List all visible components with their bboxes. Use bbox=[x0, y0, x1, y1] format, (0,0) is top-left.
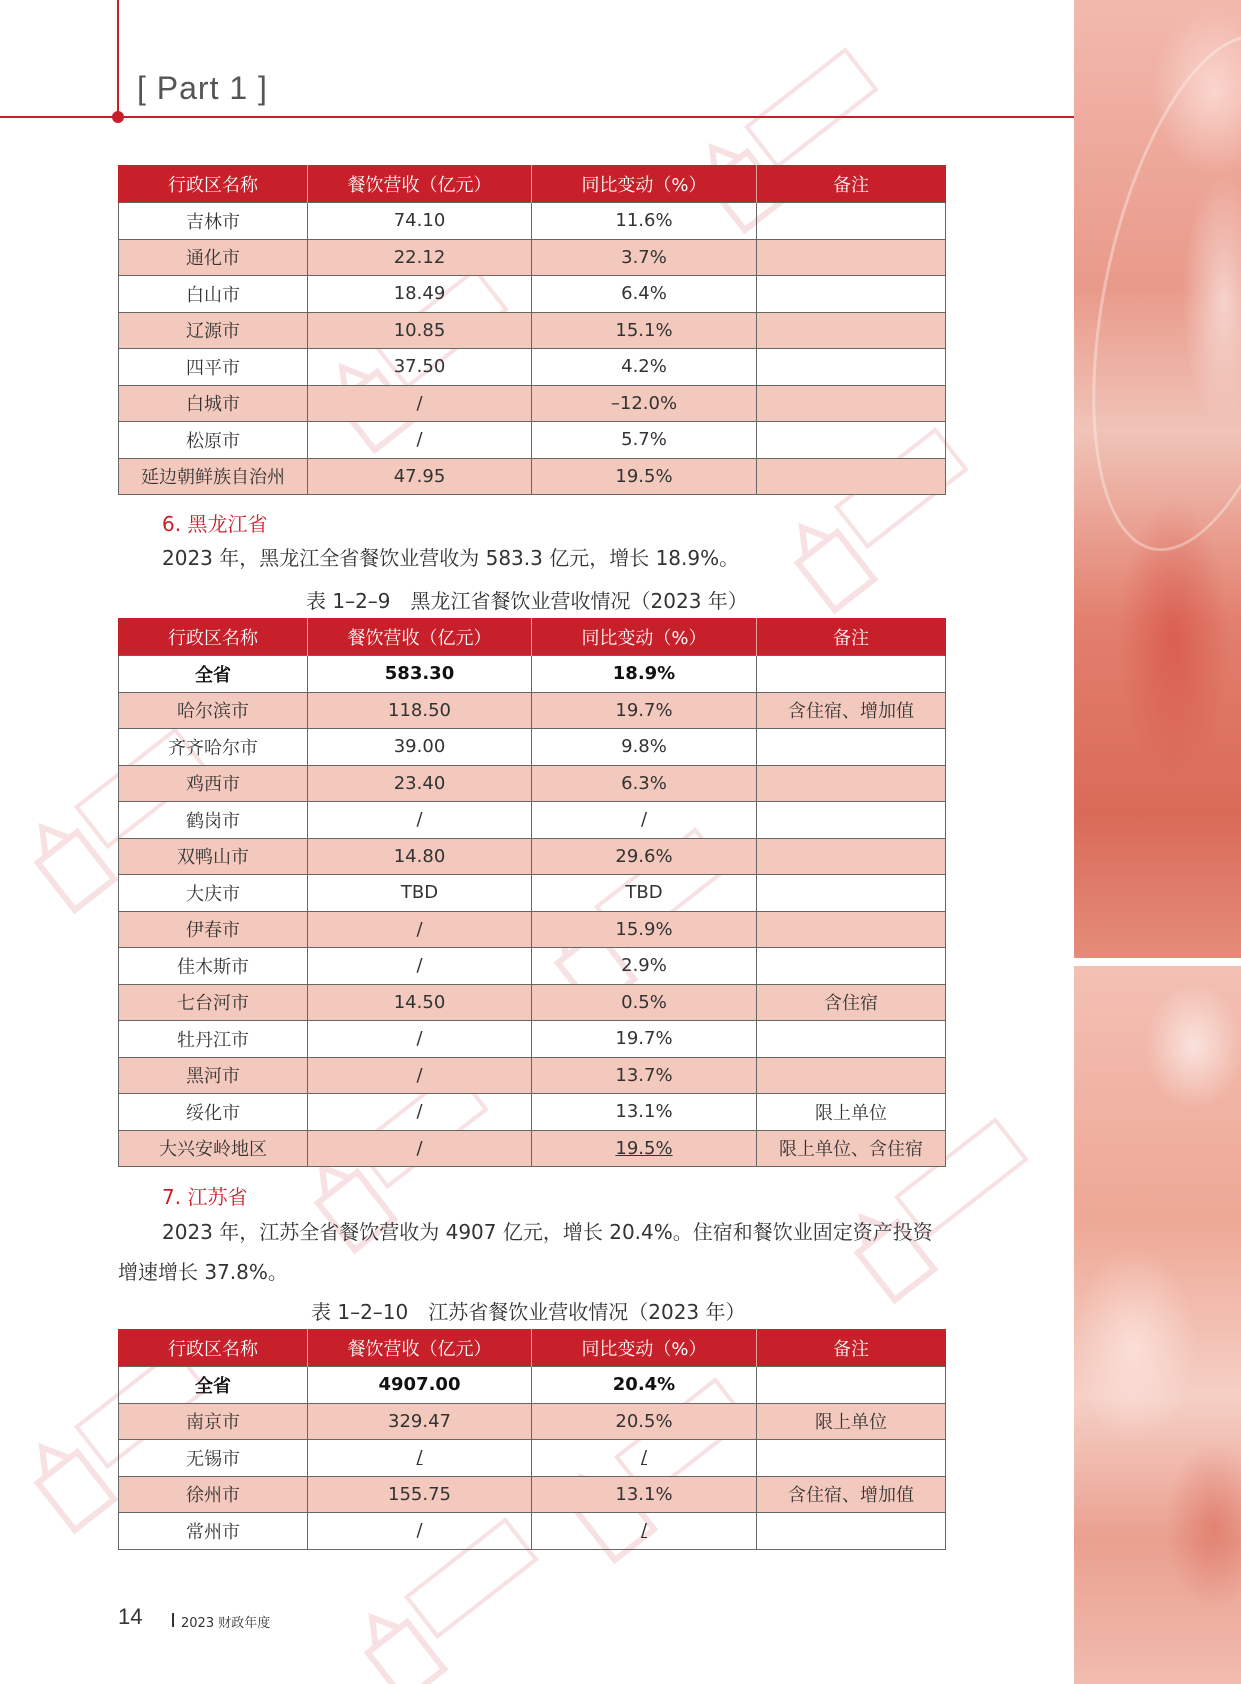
table-cell bbox=[757, 948, 946, 985]
paragraph-heilongjiang: 2023 年，黑龙江全省餐饮业营收为 583.3 亿元，增长 18.9%。 bbox=[162, 546, 740, 570]
table-cell: / bbox=[532, 1513, 757, 1550]
table-cell: 13.1% bbox=[532, 1094, 757, 1131]
table-cell: 伊春市 bbox=[119, 911, 308, 948]
table-cell: 南京市 bbox=[119, 1403, 308, 1440]
table-cell: 19.7% bbox=[532, 692, 757, 729]
table-cell: 20.4% bbox=[532, 1367, 757, 1404]
table-cell: 绥化市 bbox=[119, 1094, 308, 1131]
table-row bbox=[119, 1130, 946, 1167]
table-cell bbox=[757, 458, 946, 495]
table-row bbox=[119, 1021, 946, 1058]
table-jilin bbox=[118, 165, 946, 495]
table-cell bbox=[757, 838, 946, 875]
table-cell: 双鸭山市 bbox=[119, 838, 308, 875]
header-dot bbox=[112, 111, 124, 123]
table-row bbox=[119, 349, 946, 386]
table-cell: 佳木斯市 bbox=[119, 948, 308, 985]
table-row-total bbox=[119, 656, 946, 693]
table-cell: 牡丹江市 bbox=[119, 1021, 308, 1058]
table-jiangsu bbox=[118, 1329, 946, 1550]
table-cell: 限上单位、含住宿 bbox=[757, 1130, 946, 1167]
table-cell: 13.7% bbox=[532, 1057, 757, 1094]
table-cell: 含住宿、增加值 bbox=[757, 1476, 946, 1513]
table-cell: 9.8% bbox=[532, 729, 757, 766]
table-cell: / bbox=[308, 802, 532, 839]
table-cell bbox=[757, 1367, 946, 1404]
table-cell: 吉林市 bbox=[119, 203, 308, 240]
table-cell: 辽源市 bbox=[119, 312, 308, 349]
table-cell: 四平市 bbox=[119, 349, 308, 386]
table-cell: 47.95 bbox=[308, 458, 532, 495]
table-cell: 大庆市 bbox=[119, 875, 308, 912]
table-cell: 4.2% bbox=[532, 349, 757, 386]
table-cell: 10.85 bbox=[308, 312, 532, 349]
table-header-row bbox=[119, 619, 946, 656]
table-cell: 11.6% bbox=[532, 203, 757, 240]
table-row bbox=[119, 276, 946, 313]
table-cell: / bbox=[308, 1130, 532, 1167]
table-cell: / bbox=[308, 1513, 532, 1550]
table-cell bbox=[757, 875, 946, 912]
table-cell bbox=[757, 203, 946, 240]
table-cell: 118.50 bbox=[308, 692, 532, 729]
table-cell: 黑河市 bbox=[119, 1057, 308, 1094]
table-cell: 20.5% bbox=[532, 1403, 757, 1440]
table-cell: 18.9% bbox=[532, 656, 757, 693]
table-cell bbox=[757, 729, 946, 766]
table-row bbox=[119, 875, 946, 912]
table-row-total bbox=[119, 1367, 946, 1404]
column-header: 餐饮营收（亿元） bbox=[308, 1330, 532, 1367]
table-header-row bbox=[119, 166, 946, 203]
table-cell: 鹤岗市 bbox=[119, 802, 308, 839]
publication-title: 2023 财政年度 bbox=[181, 1616, 271, 1631]
table-cell: 15.9% bbox=[532, 911, 757, 948]
table-cell bbox=[757, 911, 946, 948]
table-cell: 19.5% bbox=[532, 458, 757, 495]
column-header: 同比变动（%） bbox=[532, 166, 757, 203]
table-cell bbox=[757, 765, 946, 802]
table-cell: 限上单位 bbox=[757, 1403, 946, 1440]
table-cell: / bbox=[308, 948, 532, 985]
table-row bbox=[119, 729, 946, 766]
table-cell bbox=[757, 349, 946, 386]
table-cell: 18.49 bbox=[308, 276, 532, 313]
table-cell: 29.6% bbox=[532, 838, 757, 875]
table-cell bbox=[757, 1021, 946, 1058]
table-cell: 14.80 bbox=[308, 838, 532, 875]
table-row bbox=[119, 1403, 946, 1440]
table-cell: 含住宿 bbox=[757, 984, 946, 1021]
paragraph-jiangsu: 2023 年，江苏全省餐饮营收为 4907 亿元，增长 20.4%。住宿和餐饮业固定资产投资增速增长 37.8%。 bbox=[118, 1220, 933, 1284]
table-cell: 4907.00 bbox=[308, 1367, 532, 1404]
table-cell: 15.1% bbox=[532, 312, 757, 349]
section-heading-heilongjiang: 6. 黑龙江省 bbox=[162, 512, 268, 536]
footer-divider bbox=[172, 1613, 174, 1627]
table-cell bbox=[757, 276, 946, 313]
table-cell bbox=[757, 385, 946, 422]
table-cell: 齐齐哈尔市 bbox=[119, 729, 308, 766]
table-cell: 74.10 bbox=[308, 203, 532, 240]
table-cell: 通化市 bbox=[119, 239, 308, 276]
column-header: 行政区名称 bbox=[119, 166, 308, 203]
table-row bbox=[119, 911, 946, 948]
table-header-row bbox=[119, 1330, 946, 1367]
table-cell: TBD bbox=[532, 875, 757, 912]
table-cell: 6.3% bbox=[532, 765, 757, 802]
table-row bbox=[119, 422, 946, 459]
table-cell: 3.7% bbox=[532, 239, 757, 276]
table-cell bbox=[757, 239, 946, 276]
table-row bbox=[119, 385, 946, 422]
table-row bbox=[119, 838, 946, 875]
header-vertical-rule bbox=[117, 0, 119, 117]
column-header: 同比变动（%） bbox=[532, 1330, 757, 1367]
table-cell: 6.4% bbox=[532, 276, 757, 313]
column-header: 备注 bbox=[757, 1330, 946, 1367]
table-cell bbox=[757, 802, 946, 839]
column-header: 同比变动（%） bbox=[532, 619, 757, 656]
table-cell: / bbox=[532, 1440, 757, 1477]
column-header: 备注 bbox=[757, 166, 946, 203]
table-cell: 19.5% bbox=[532, 1130, 757, 1167]
table-cell: 0.5% bbox=[532, 984, 757, 1021]
table-cell: 23.40 bbox=[308, 765, 532, 802]
table-row bbox=[119, 203, 946, 240]
table-cell: / bbox=[532, 802, 757, 839]
table-cell: 鸡西市 bbox=[119, 765, 308, 802]
table-cell: / bbox=[308, 1440, 532, 1477]
table-cell: 14.50 bbox=[308, 984, 532, 1021]
column-header: 餐饮营收（亿元） bbox=[308, 166, 532, 203]
table-cell: 13.1% bbox=[532, 1476, 757, 1513]
table-cell: 限上单位 bbox=[757, 1094, 946, 1131]
table-cell: 2.9% bbox=[532, 948, 757, 985]
table-cell: 无锡市 bbox=[119, 1440, 308, 1477]
table-row bbox=[119, 1094, 946, 1131]
table-cell: TBD bbox=[308, 875, 532, 912]
table-cell bbox=[757, 1057, 946, 1094]
table-cell: 39.00 bbox=[308, 729, 532, 766]
table-cell: 5.7% bbox=[532, 422, 757, 459]
table-row bbox=[119, 1476, 946, 1513]
table-row bbox=[119, 948, 946, 985]
table-cell bbox=[757, 1440, 946, 1477]
column-header: 餐饮营收（亿元） bbox=[308, 619, 532, 656]
table-row bbox=[119, 802, 946, 839]
table-row bbox=[119, 692, 946, 729]
table-cell: 白城市 bbox=[119, 385, 308, 422]
table-cell: / bbox=[308, 385, 532, 422]
table-cell: 哈尔滨市 bbox=[119, 692, 308, 729]
table-cell: 含住宿、增加值 bbox=[757, 692, 946, 729]
table-row bbox=[119, 1513, 946, 1550]
table-cell bbox=[757, 656, 946, 693]
table-cell: 583.30 bbox=[308, 656, 532, 693]
table-cell: / bbox=[308, 1094, 532, 1131]
table-cell: / bbox=[308, 911, 532, 948]
table-row bbox=[119, 458, 946, 495]
food-photo-bottom bbox=[1074, 966, 1241, 1684]
table-row bbox=[119, 239, 946, 276]
table-cell: 七台河市 bbox=[119, 984, 308, 1021]
table-cell: 大兴安岭地区 bbox=[119, 1130, 308, 1167]
table-cell: / bbox=[308, 422, 532, 459]
table-cell: 全省 bbox=[119, 1367, 308, 1404]
table-cell: 全省 bbox=[119, 656, 308, 693]
table-cell: 常州市 bbox=[119, 1513, 308, 1550]
table-cell: / bbox=[308, 1021, 532, 1058]
table-cell: 松原市 bbox=[119, 422, 308, 459]
table-row bbox=[119, 312, 946, 349]
header-horizontal-rule bbox=[0, 116, 1074, 118]
table-row bbox=[119, 765, 946, 802]
table-cell: 白山市 bbox=[119, 276, 308, 313]
table-cell: 延边朝鲜族自治州 bbox=[119, 458, 308, 495]
section-heading-jiangsu: 7. 江苏省 bbox=[162, 1185, 248, 1209]
table-row bbox=[119, 1440, 946, 1477]
table-cell: 19.7% bbox=[532, 1021, 757, 1058]
table-heilongjiang bbox=[118, 618, 946, 1167]
table-caption-heilongjiang: 表 1–2–9 黑龙江省餐饮业营收情况（2023 年） bbox=[306, 589, 748, 613]
table-cell: / bbox=[308, 1057, 532, 1094]
page-number: 14 bbox=[118, 1604, 143, 1629]
table-cell: 22.12 bbox=[308, 239, 532, 276]
table-cell: 155.75 bbox=[308, 1476, 532, 1513]
column-header: 备注 bbox=[757, 619, 946, 656]
table-cell: 徐州市 bbox=[119, 1476, 308, 1513]
table-cell bbox=[757, 1513, 946, 1550]
table-caption-jiangsu: 表 1–2–10 江苏省餐饮业营收情况（2023 年） bbox=[311, 1300, 746, 1324]
table-row bbox=[119, 1057, 946, 1094]
table-cell: 37.50 bbox=[308, 349, 532, 386]
table-cell bbox=[757, 312, 946, 349]
part-label: [ Part 1 ] bbox=[137, 70, 268, 106]
column-header: 行政区名称 bbox=[119, 1330, 308, 1367]
table-cell: –12.0% bbox=[532, 385, 757, 422]
food-photo-top bbox=[1074, 0, 1241, 958]
table-cell bbox=[757, 422, 946, 459]
table-cell: 329.47 bbox=[308, 1403, 532, 1440]
column-header: 行政区名称 bbox=[119, 619, 308, 656]
table-row bbox=[119, 984, 946, 1021]
